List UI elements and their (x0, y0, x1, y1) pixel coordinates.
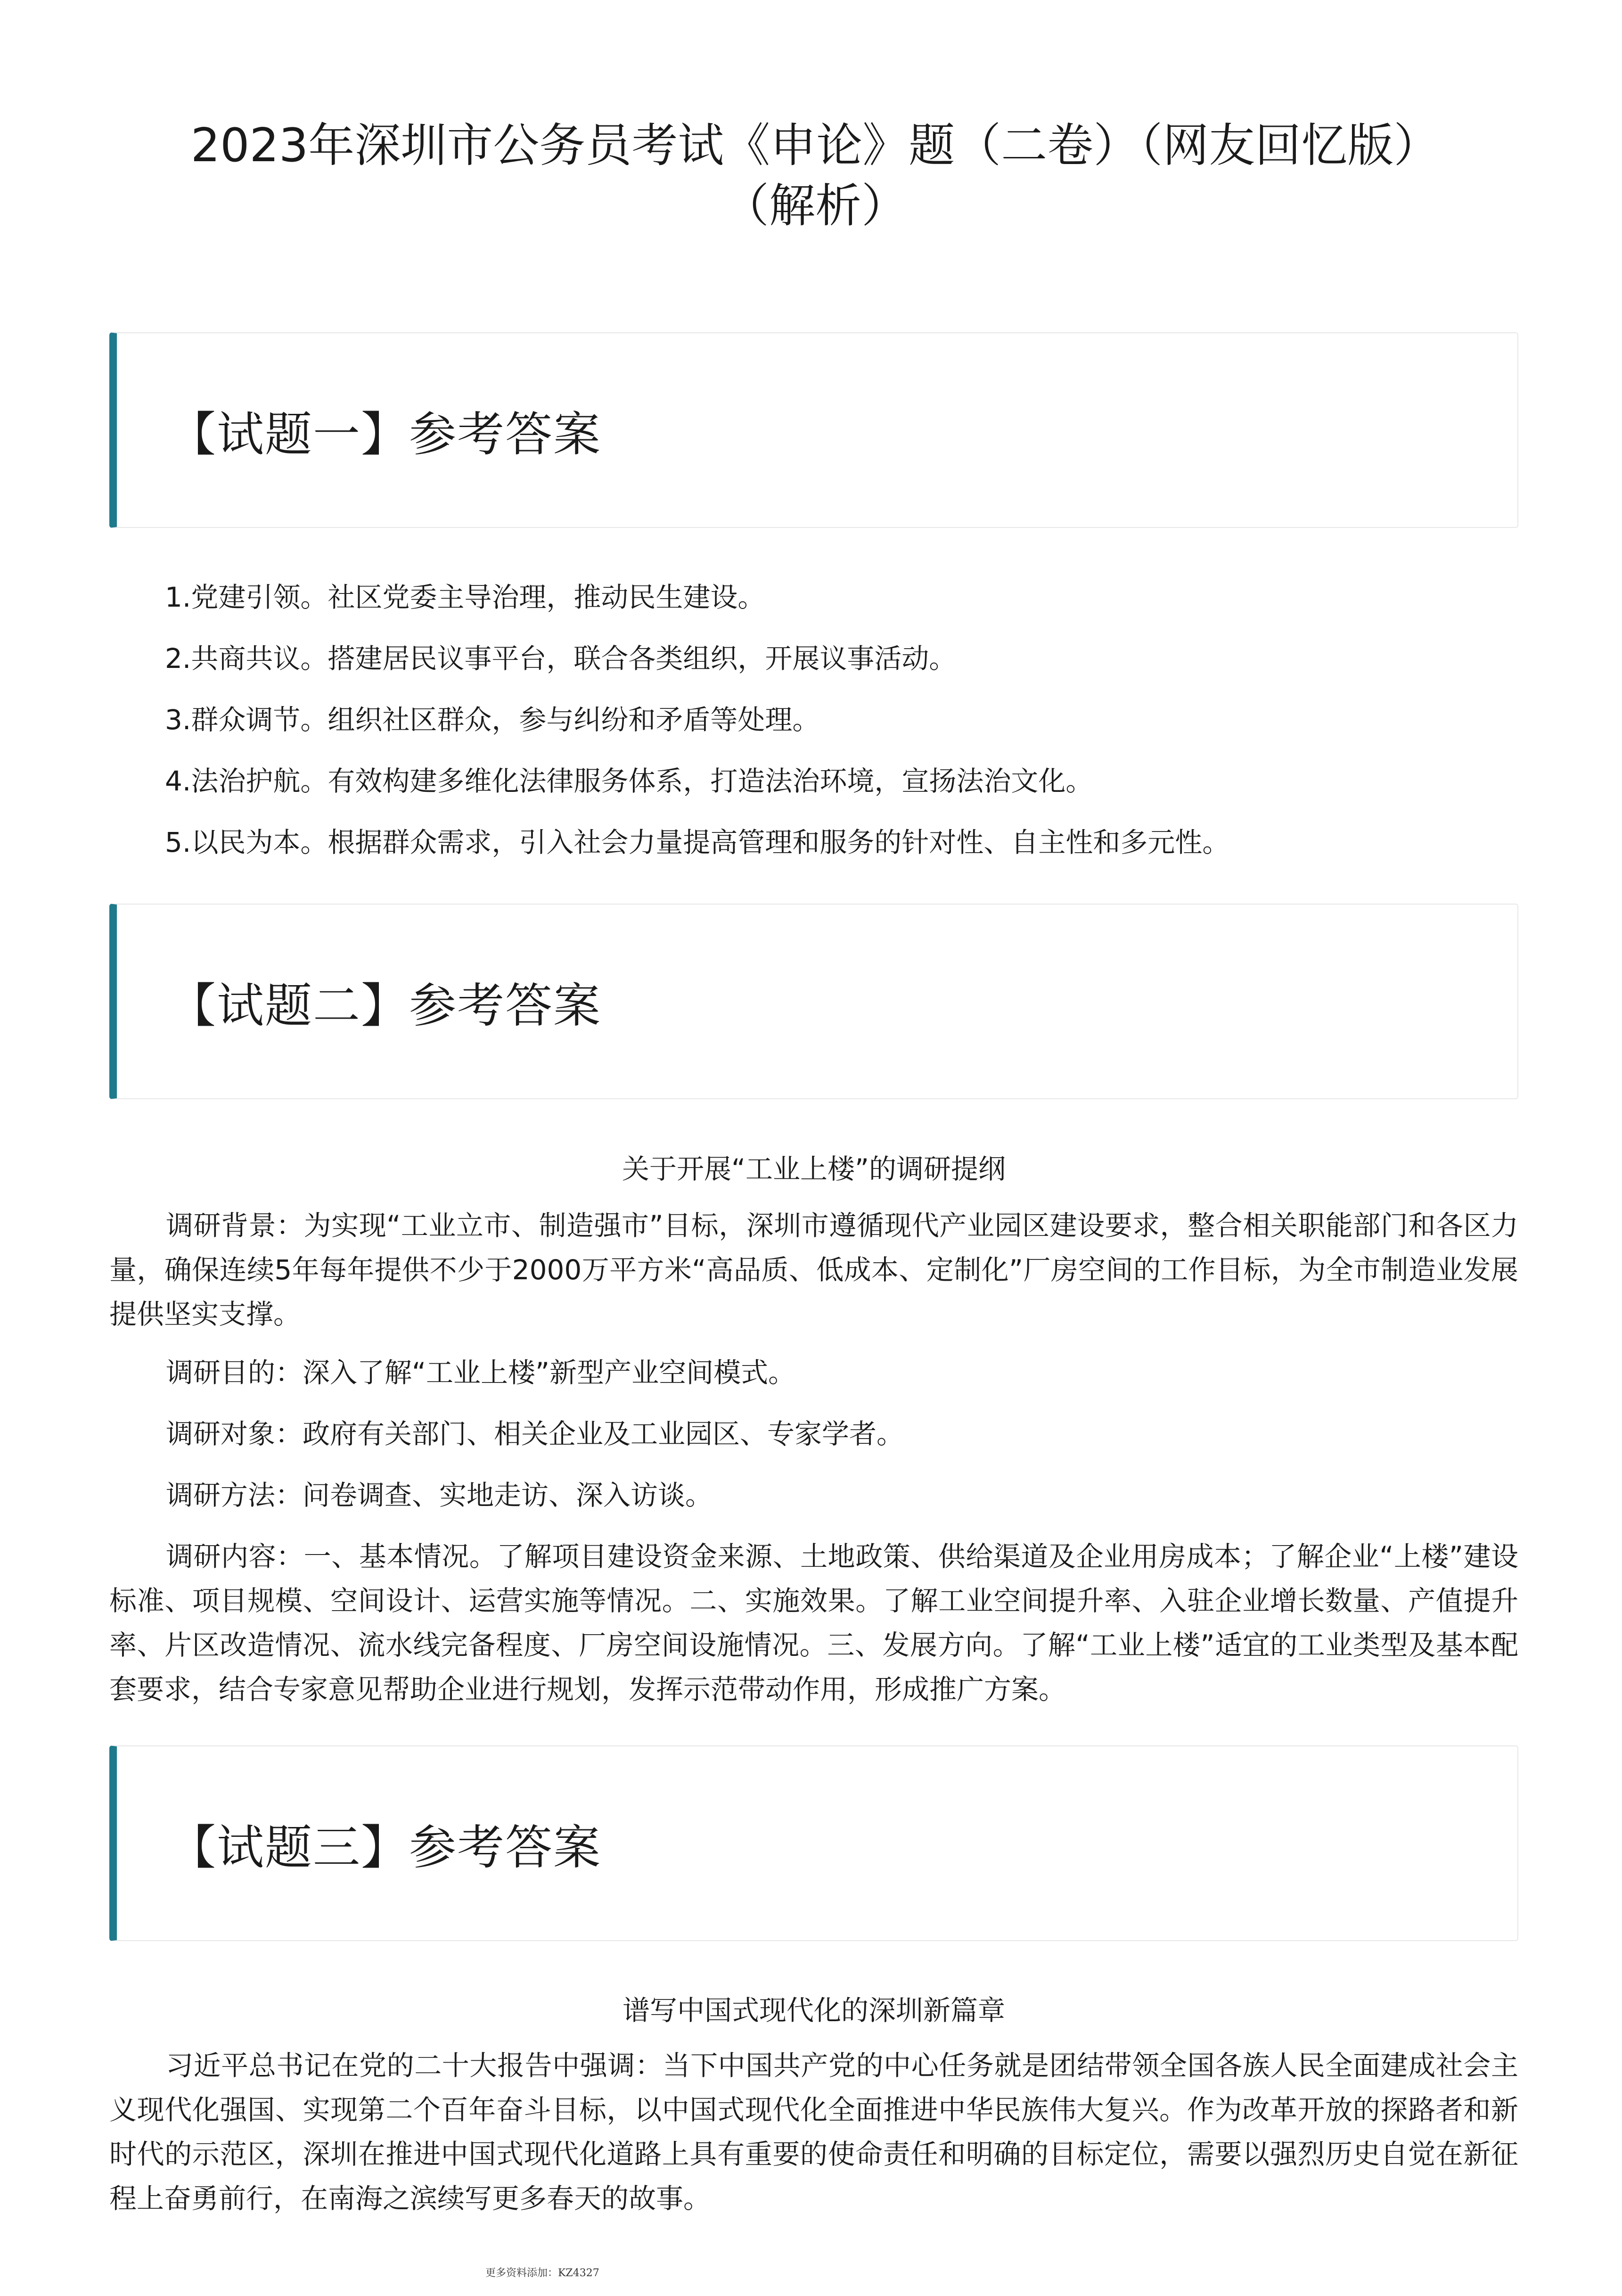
section-1-header (109, 332, 1518, 528)
list-item: 1.党建引领。社区党委主导治理，推动民生建设。 (165, 581, 765, 613)
section-1-heading: 【试题一】参考答案 (169, 406, 601, 462)
list-item: 4.法治护航。有效构建多维化法律服务体系，打造法治环境，宣扬法治文化。 (165, 765, 1093, 797)
section-3-header (109, 1745, 1518, 1941)
paragraph: 调研对象：政府有关部门、相关企业及工业园区、专家学者。 (166, 1418, 904, 1450)
document-title-line1: 2023年深圳市公务员考试《申论》题（二卷）（网友回忆版） (190, 119, 1440, 173)
section-3-heading: 【试题三】参考答案 (169, 1819, 601, 1875)
section-2-header (109, 904, 1518, 1099)
list-item: 2.共商共议。搭建居民议事平台，联合各类组织，开展议事活动。 (165, 642, 957, 675)
paragraph: 习近平总书记在党的二十大报告中强调：当下中国共产党的中心任务就是团结带领全国各族人民全面建成社会主义现代化强国、实现第二个百年奋斗目标，以中国式现代化全面推进中华民族伟大复兴。作为改革开放的探路者和新时代的示范区，深圳在推进中国式现代化道路上具有重要的使命责任和明确的目标定位，需要以强烈历史自觉在新征程上奋勇前行，在南海之滨续写更多春天的故事。 (109, 2049, 1518, 2214)
section-2-heading: 【试题二】参考答案 (169, 978, 601, 1033)
list-item: 5.以民为本。根据群众需求，引入社会力量提高管理和服务的针对性、自主性和多元性。 (165, 826, 1230, 858)
list-item: 3.群众调节。组织社区群众，参与纠纷和矛盾等处理。 (165, 704, 820, 736)
document-title (108, 115, 1522, 236)
section-3-subtitle: 谱写中国式现代化的深圳新篇章 (622, 1994, 1005, 2026)
paragraph: 调研方法：问卷调查、实地走访、深入访谈。 (166, 1479, 713, 1511)
footer-note: 更多资料添加：KZ4327 (485, 2267, 599, 2279)
paragraph: 调研背景：为实现“工业立市、制造强市”目标，深圳市遵循现代产业园区建设要求，整合相关职能部门和各区力量，确保连续5年每年提供不少于2000万平方米“高品质、低成本、定制化”厂房空间的工作目标，为全市制造业发展提供坚实支撑。 (109, 1210, 1518, 1330)
section-1-answer-list (165, 567, 1508, 873)
section-2-subtitle: 关于开展“工业上楼”的调研提纲 (622, 1153, 1006, 1185)
paragraph: 调研目的：深入了解“工业上楼”新型产业空间模式。 (166, 1357, 796, 1389)
paragraph: 调研内容：一、基本情况。了解项目建设资金来源、土地政策、供给渠道及企业用房成本；了解企业“上楼”建设标准、项目规模、空间设计、运营实施等情况。二、实施效果。了解工业空间提升率、入驻企业增长数量、产值提升率、片区改造情况、流水线完备程度、厂房空间设施情况。三、发展方向。了解“工业上楼”适宜的工业类型及基本配套要求，结合专家意见帮助企业进行规划，发挥示范带动作用，形成推广方案。 (109, 1540, 1518, 1705)
document-title-line2: （解析） (722, 179, 908, 233)
